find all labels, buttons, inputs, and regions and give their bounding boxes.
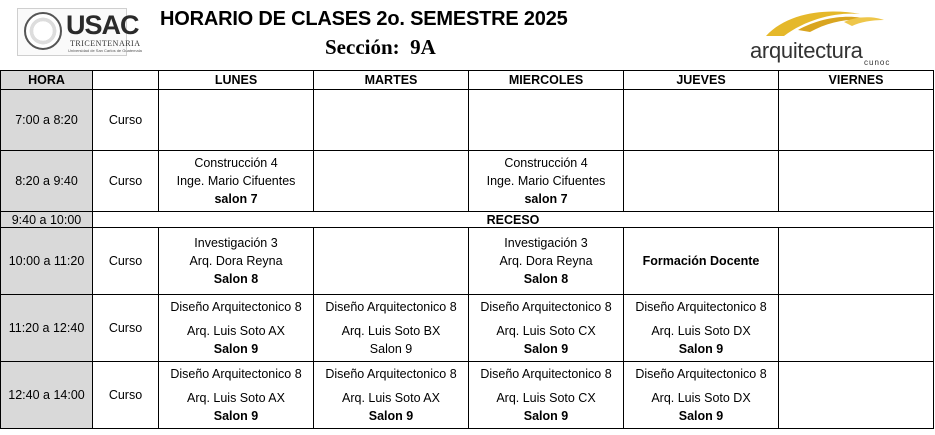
arquitectura-logo	[748, 8, 898, 66]
room-label: Salon 9	[678, 409, 724, 423]
class-cell-viernes	[779, 295, 934, 362]
class-cell-jueves	[624, 228, 779, 295]
course-name: Diseño Arquitectonico 8	[325, 367, 457, 381]
instructor-name: Arq. Luis Soto AX	[342, 391, 440, 405]
course-name: Diseño Arquitectonico 8	[170, 367, 302, 381]
class-cell-martes	[314, 295, 469, 362]
usac-logo	[17, 8, 142, 56]
row-type-cell: Curso	[93, 151, 159, 212]
column-header-viernes: VIERNES	[779, 71, 934, 90]
course-name: Diseño Arquitectonico 8	[480, 367, 612, 381]
room-label: Salon 9	[523, 342, 569, 356]
time-slot-cell: 9:40 a 10:00	[1, 212, 93, 228]
column-header-lunes: LUNES	[159, 71, 314, 90]
room-label: Salon 9	[213, 409, 259, 423]
class-cell-miercoles	[469, 295, 624, 362]
section-label: Sección: 9A	[325, 35, 436, 59]
time-slot-cell: 11:20 a 12:40	[1, 295, 93, 362]
schedule-row	[1, 90, 934, 151]
class-cell-lunes	[159, 151, 314, 212]
class-cell-miercoles	[469, 90, 624, 151]
class-cell-lunes	[159, 90, 314, 151]
instructor-name: Arq. Dora Reyna	[189, 254, 283, 268]
row-type-cell: Curso	[93, 295, 159, 362]
class-cell-miercoles	[469, 362, 624, 429]
course-name: Diseño Arquitectonico 8	[635, 367, 767, 381]
class-cell-viernes	[779, 228, 934, 295]
column-header-miercoles: MIERCOLES	[469, 71, 624, 90]
column-header-hora: HORA	[1, 71, 93, 90]
course-name: Construcción 4	[194, 156, 278, 170]
schedule-row	[1, 362, 934, 429]
instructor-name: Arq. Luis Soto AX	[187, 324, 285, 338]
class-cell-martes	[314, 151, 469, 212]
room-label: Salon 9	[213, 342, 259, 356]
room-label: salon 7	[524, 192, 568, 206]
instructor-name: Inge. Mario Cifuentes	[176, 174, 296, 188]
column-header-blank	[93, 71, 159, 90]
row-type-cell: Curso	[93, 362, 159, 429]
column-header-jueves: JUEVES	[624, 71, 779, 90]
instructor-name: Inge. Mario Cifuentes	[486, 174, 606, 188]
row-type-cell: Curso	[93, 228, 159, 295]
arquitectura-swoosh-icon	[748, 8, 898, 40]
header-row	[1, 71, 934, 90]
class-cell-jueves	[624, 362, 779, 429]
room-label: Salon 9	[523, 409, 569, 423]
instructor-name: Arq. Luis Soto AX	[187, 391, 285, 405]
row-type-cell: Curso	[93, 90, 159, 151]
usac-logo-tagline: Universidad de San Carlos de Guatemala	[68, 48, 142, 53]
time-slot-cell: 8:20 a 9:40	[1, 151, 93, 212]
room-label: Salon 9	[368, 409, 414, 423]
schedule-row	[1, 151, 934, 212]
room-label: Salon 8	[213, 272, 259, 286]
schedule-table	[0, 70, 934, 429]
class-cell-jueves	[624, 90, 779, 151]
page-title: HORARIO DE CLASES 2o. SEMESTRE 2025	[160, 8, 568, 30]
class-cell-jueves	[624, 295, 779, 362]
receso-cell: RECESO	[93, 212, 934, 228]
room-label: Salon 9	[678, 342, 724, 356]
time-slot-cell: 7:00 a 8:20	[1, 90, 93, 151]
instructor-name: Arq. Luis Soto CX	[496, 391, 596, 405]
arquitectura-logo-text: arquitectura	[750, 38, 863, 63]
usac-logo-text: USAC	[66, 10, 139, 40]
course-name: Formación Docente	[642, 254, 760, 268]
schedule-body	[1, 90, 934, 429]
schedule-row	[1, 228, 934, 295]
room-label: salon 7	[214, 192, 258, 206]
class-cell-viernes	[779, 90, 934, 151]
course-name: Diseño Arquitectonico 8	[635, 300, 767, 314]
class-cell-viernes	[779, 151, 934, 212]
instructor-name: Arq. Luis Soto DX	[651, 391, 751, 405]
class-cell-lunes	[159, 295, 314, 362]
class-cell-miercoles	[469, 228, 624, 295]
arquitectura-logo-subtitle: cunoc	[864, 58, 891, 67]
class-cell-martes	[314, 362, 469, 429]
course-name: Construcción 4	[504, 156, 588, 170]
schedule-row	[1, 212, 934, 228]
class-cell-lunes	[159, 228, 314, 295]
instructor-name: Arq. Luis Soto DX	[651, 324, 751, 338]
column-header-martes: MARTES	[314, 71, 469, 90]
class-cell-jueves	[624, 151, 779, 212]
page-header	[0, 0, 935, 70]
room-label: Salon 9	[369, 342, 413, 356]
usac-logo-subtitle: TRICENTENARIA	[70, 39, 141, 48]
usac-seal-icon	[24, 12, 62, 50]
time-slot-cell: 10:00 a 11:20	[1, 228, 93, 295]
course-name: Diseño Arquitectonico 8	[480, 300, 612, 314]
course-name: Diseño Arquitectonico 8	[170, 300, 302, 314]
instructor-name: Arq. Luis Soto CX	[496, 324, 596, 338]
class-cell-viernes	[779, 362, 934, 429]
class-cell-martes	[314, 228, 469, 295]
time-slot-cell: 12:40 a 14:00	[1, 362, 93, 429]
instructor-name: Arq. Luis Soto BX	[341, 324, 441, 338]
class-cell-lunes	[159, 362, 314, 429]
class-cell-martes	[314, 90, 469, 151]
schedule-row	[1, 295, 934, 362]
instructor-name: Arq. Dora Reyna	[499, 254, 593, 268]
class-cell-miercoles	[469, 151, 624, 212]
course-name: Diseño Arquitectonico 8	[325, 300, 457, 314]
course-name: Investigación 3	[194, 236, 278, 250]
room-label: Salon 8	[523, 272, 569, 286]
course-name: Investigación 3	[504, 236, 588, 250]
